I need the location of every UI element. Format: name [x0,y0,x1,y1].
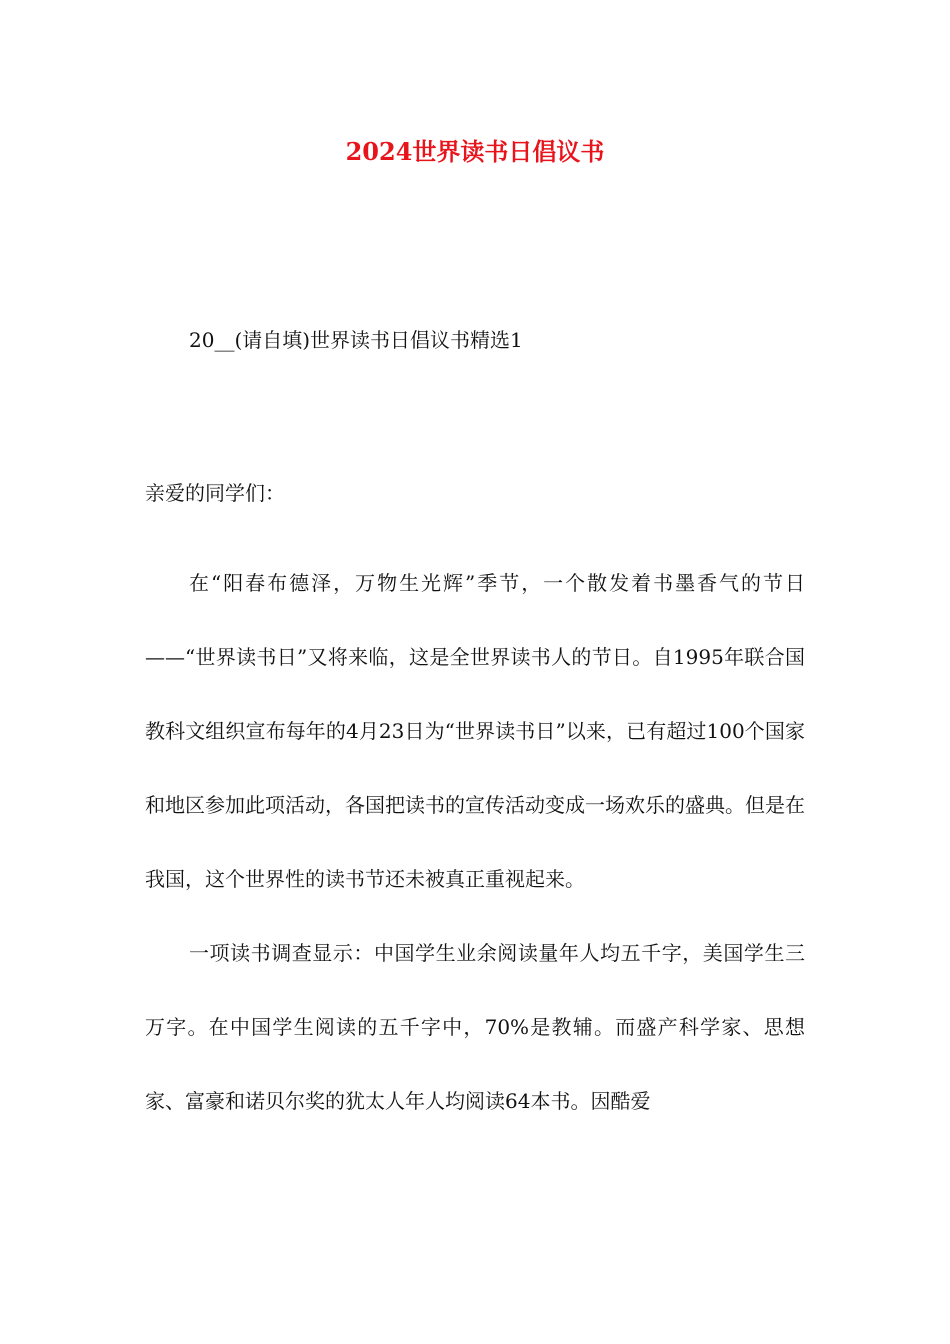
document-title: 2024世界读书日倡议书 [345,137,605,166]
body-text [145,546,805,1138]
paragraph-2: 一项读书调查显示：中国学生业余阅读量年人均五千字，美国学生三万字。在中国学生阅读的五千字中，70%是教辅。而盛产科学家、思想家、富豪和诺贝尔奖的犹太人年人均阅读64本书。因酷爱 [145,941,805,1113]
salutation: 亲爱的同学们： [145,481,285,505]
document-subtitle: 20__(请自填)世界读书日倡议书精选1 [189,328,523,352]
paragraph-1: 在“阳春布德泽，万物生光辉”季节，一个散发着书墨香气的节日——“世界读书日”又将来临，这是全世界读书人的节日。自1995年联合国教科文组织宣布每年的4月23日为“世界读书日”以来，已有超过100个国家和地区参加此项活动，各国把读书的宣传活动变成一场欢乐的盛典。但是在我国，这个世界性的读书节还未被真正重视起来。 [145,571,805,891]
